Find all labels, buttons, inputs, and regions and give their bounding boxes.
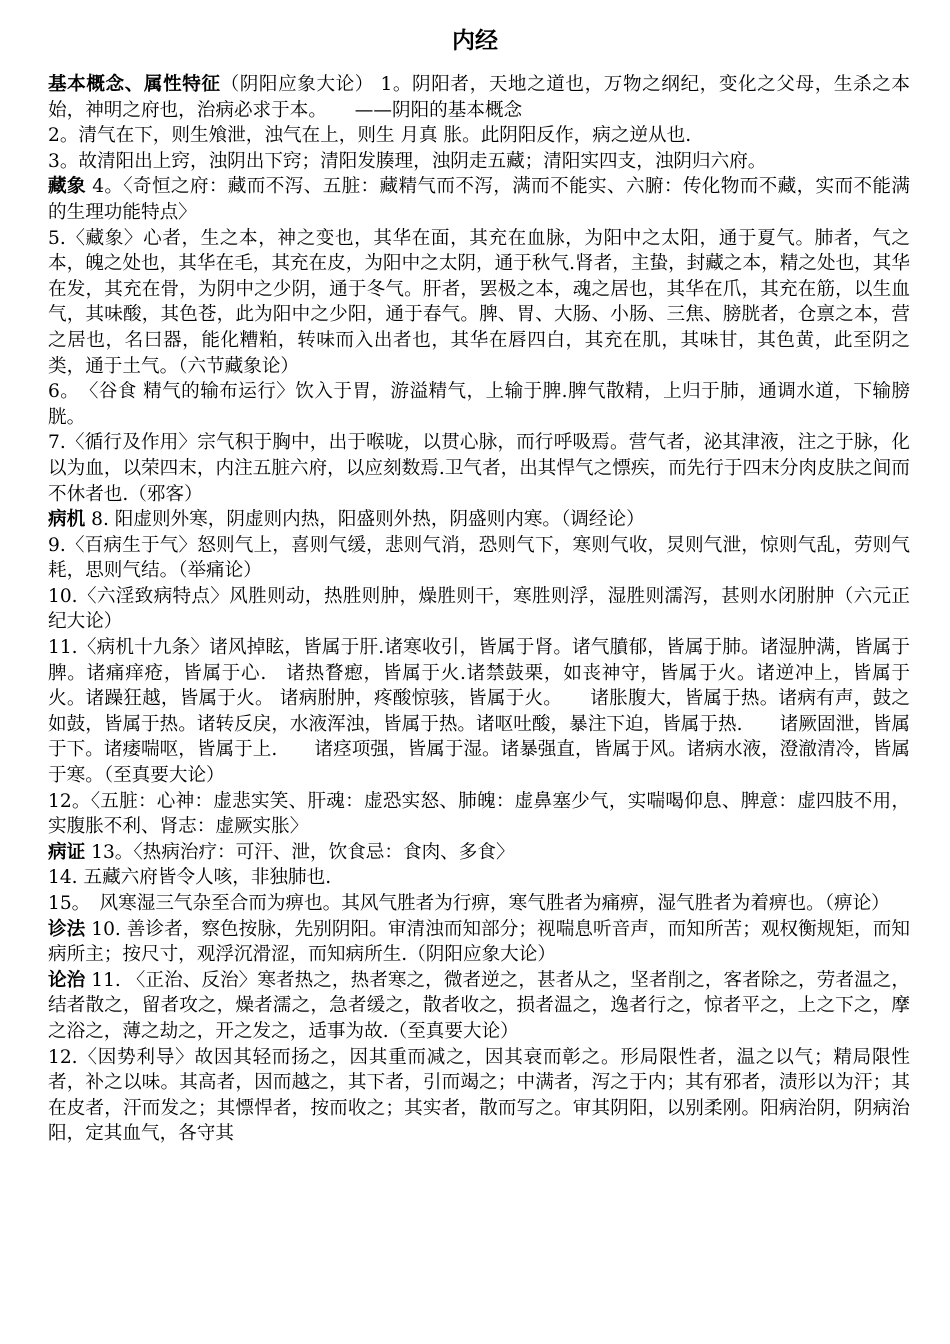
- paragraph-text: 7.〈循行及作用〉宗气积于胸中，出于喉咙，以贯心脉，而行呼吸焉。营气者，泌其津液，注之于脉，化以为血，以荣四末，内注五脏六府，以应刻数焉.卫气者，出其悍气之慓疾，而先行于四末分肉皮肤之间而不休者也.（邪客）: [48, 432, 910, 505]
- paragraph: [48, 840, 910, 866]
- paragraph: [48, 584, 910, 635]
- paragraph: [48, 507, 910, 533]
- paragraph: [48, 174, 910, 225]
- paragraph-text: （阴阳应象大论） 1。阴阳者，天地之道也，万物之纲纪，变化之父母，生杀之本始，神明之府也，治病必求于本。 ——阴阳的基本概念: [48, 74, 910, 121]
- paragraph-text: 8. 阳虚则外寒，阴虚则内热，阳盛则外热，阴盛则内寒。（调经论）: [85, 509, 645, 531]
- paragraph-text: 13。〈热病治疗：可汗、泄，饮食忌：食肉、多食〉: [85, 841, 515, 863]
- paragraph: [48, 379, 910, 430]
- paragraph: [48, 430, 910, 507]
- paragraph-text: 4。〈奇恒之府：藏而不泻、五脏：藏精气而不泻，满而不能实、六腑：传化物而不藏，实而不能满 的生理功能特点〉: [48, 176, 910, 223]
- paragraph-text: 6。 〈谷食 精气的输布运行〉饮入于胃，游溢精气，上输于脾.脾气散精，上归于肺，通调水道，下输膀胱。: [48, 381, 910, 428]
- paragraph-text: 14. 五藏六府皆令人咳，非独肺也.: [48, 867, 332, 889]
- paragraph: [48, 1045, 910, 1147]
- paragraph-text: 5.〈藏象〉心者，生之本，神之变也，其华在面，其充在血脉，为阳中之太阳，通于夏气。肺者，气之本，魄之处也，其华在毛，其充在皮，为阳中之太阴，通于秋气.肾者，主蛰，封藏之本，精之处也，其华在发，其充在骨，为阴中之少阴，通于冬气。肝者，罢极之本，魂之居也，其华在爪，其充在筋，以生血气，其味酸，其色苍，此为阳中之少阳，通于春气。脾、胃、大肠、小肠、三焦、膀胱者，仓禀之本，营之居也，名曰器，能化糟粕，转味而入出者也，其华在唇四白，其充在肌，其味甘，其色黄，此至阴之类，通于土气。（六节藏象论）: [48, 227, 910, 377]
- section-heading: 藏象: [48, 176, 86, 198]
- section-heading: 病机: [48, 509, 86, 531]
- section-heading: 诊法: [48, 918, 86, 940]
- paragraph-text: 2。清气在下，则生飧泄，浊气在上，则生 月真 胀。此阴阳反作，病之逆从也.: [48, 125, 692, 147]
- paragraph: [48, 533, 910, 584]
- paragraph: [48, 149, 910, 175]
- paragraph-text: 12.〈因势利导〉故因其轻而扬之，因其重而减之，因其衰而彰之。形局限性者，温之以气；精局限性者，补之以味。其高者，因而越之，其下者，引而竭之；中满者，泻之于内；其有邪者，渍形以为汗；其在皮者，汗而发之；其慓悍者，按而收之；其实者，散而写之。审其阴阳，以别柔刚。阳病治阴，阴病治阳，定其血气，各守其: [48, 1046, 910, 1145]
- section-heading: 病证: [48, 841, 86, 863]
- paragraph-text: 10.〈六淫致病特点〉风胜则动，热胜则肿，燥胜则干，寒胜则浮，湿胜则濡泻，甚则水闭胕肿（六元正纪大论）: [48, 585, 910, 633]
- section-heading: 基本概念、属性特征: [48, 74, 221, 95]
- paragraph-text: 11.〈病机十九条〉诸风掉眩，皆属于肝.诸寒收引，皆属于肾。诸气膹郁，皆属于肺。诸湿肿满，皆属于脾。诸痛痒疮，皆属于心. 诸热瞀瘛，皆属于火.诸禁鼓栗，如丧神守，皆属于火。诸逆冲上，皆属于火。诸躁狂越，皆属于火。 诸病胕肿，疼酸惊骇，皆属于火。 诸胀腹大，皆属于热。诸病有声，鼓之如鼓，皆属于热。诸转反戾，水液浑浊，皆属于热。诸呕吐酸，暴注下迫，皆属于热. 诸厥固泄，皆属于下。诸痿喘呕，皆属于上. 诸痉项强，皆属于湿。诸暴强直，皆属于风。诸病水液，澄澈清冷，皆属于寒。（至真要大论）: [48, 637, 910, 787]
- paragraph-text: 15。 风寒湿三气杂至合而为痹也。其风气胜者为行痹，寒气胜者为痛痹，湿气胜者为着痹也。（痹论）: [48, 893, 890, 914]
- paragraph-text: 3。故清阳出上窍，浊阴出下窍；清阳发腠理，浊阴走五藏；清阳实四支，浊阴归六府。: [48, 150, 767, 172]
- paragraph: [48, 226, 910, 380]
- paragraph: [48, 72, 910, 123]
- paragraph-text: 10. 善诊者，察色按脉，先别阴阳。审清浊而知部分；视喘息听音声，而知所苦；观权衡规矩，而知病所主；按尺寸，观浮沉滑涩，而知病所生.（阴阳应象大论）: [48, 918, 910, 966]
- section-heading: 论治: [48, 969, 86, 991]
- paragraph: [48, 635, 910, 789]
- paragraph-text: 12。〈五脏：心神：虚悲实笑、肝魂：虚恐实怒、肺魄：虚鼻塞少气，实喘喝仰息、脾意：虚四肢不用，实腹胀不利、肾志：虚厥实胀〉: [48, 790, 910, 838]
- paragraph: [48, 865, 910, 891]
- paragraph-text: 11. 〈正治、反治〉寒者热之，热者寒之，微者逆之，甚者从之，坚者削之，客者除之，劳者温之，结者散之，留者攻之，燥者濡之，急者缓之，散者收之，损者温之，逸者行之，惊者平之，上之下之，摩之浴之，薄之劫之，开之发之，适事为故.（至真要大论）: [48, 969, 910, 1042]
- paragraph-text: 9.〈百病生于气〉怒则气上，喜则气缓，悲则气消，恐则气下，寒则气收，炅则气泄，惊则气乱，劳则气耗，思则气结。（举痛论）: [48, 534, 910, 582]
- paragraph: [48, 968, 910, 1045]
- paragraph: [48, 917, 910, 968]
- paragraph: [48, 891, 910, 917]
- document-body: [48, 72, 910, 1147]
- paragraph: [48, 123, 910, 149]
- document-title: 内经: [452, 27, 498, 54]
- paragraph: [48, 789, 910, 840]
